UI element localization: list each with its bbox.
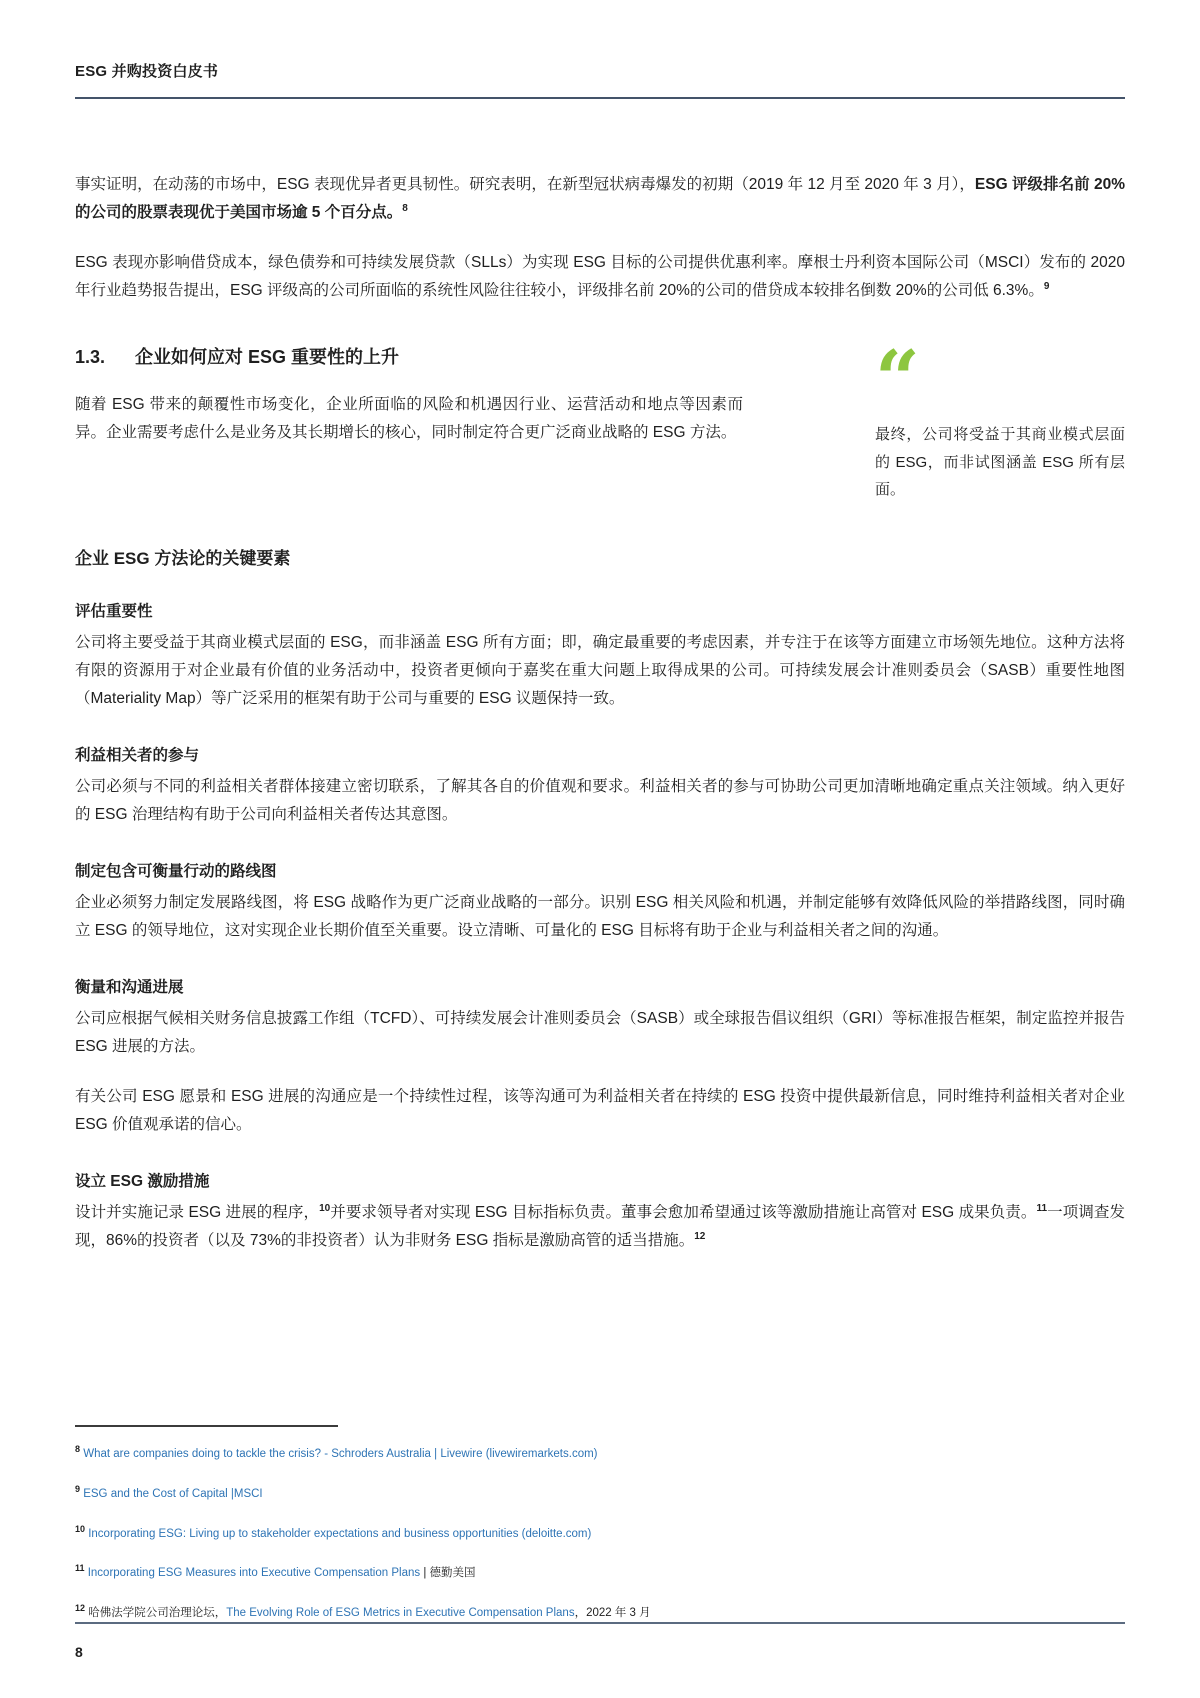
footnote-11 xyxy=(75,1560,1125,1581)
footnote-link[interactable]: The Evolving Role of ESG Metrics in Executive Compensation Plans xyxy=(226,1607,575,1620)
footer-divider xyxy=(75,1622,1125,1624)
footnote-9 xyxy=(75,1481,1125,1502)
footnote-suffix: ，2022 年 3 月 xyxy=(574,1607,651,1620)
page-footer xyxy=(75,1622,1125,1698)
footnote-ref-12: 12 xyxy=(694,1230,706,1242)
footnote-link[interactable]: ESG and the Cost of Capital |MSCI xyxy=(83,1487,263,1500)
footnote-ref-11: 11 xyxy=(1036,1202,1048,1214)
intro-paragraph-2 xyxy=(75,249,1125,305)
paragraph-materiality: 公司将主要受益于其商业模式层面的 ESG，而非涵盖 ESG 所有方面；即，确定最重要的考虑因素，并专注于在该等方面建立市场领先地位。这种方法将有限的资源用于对企业最有价值的业务活动中，投资者更倾向于嘉奖在重大问题上取得成果的公司。可持续发展会计准则委员会（SASB）重要性地图（Materiality Map）等广泛采用的框架有助于公司与重要的 ESG 议题保持一致。 xyxy=(75,633,1125,707)
footnote-ref-8: 8 xyxy=(402,202,408,214)
section-title: 企业如何应对 ESG 重要性的上升 xyxy=(135,347,400,367)
footnote-8 xyxy=(75,1441,1125,1462)
section-intro-paragraph: 随着 ESG 带来的颠覆性市场变化，企业所面临的风险和机遇因行业、运营活动和地点等因素而异。企业需要考虑什么是业务及其长期增长的核心，同时制定符合更广泛商业战略的 ESG 方法。 xyxy=(75,396,743,441)
section-number: 1.3. xyxy=(75,347,106,367)
footnote-link[interactable]: Incorporating ESG Measures into Executive Compensation Plans xyxy=(87,1567,421,1580)
footnote-ref-9: 9 xyxy=(1043,280,1050,292)
footnote-suffix: | 德勤美国 xyxy=(420,1567,476,1580)
footnote-10 xyxy=(75,1521,1125,1542)
pull-quote-text: 最终，公司将受益于其商业模式层面的 ESG，而非试图涵盖 ESG 所有层面。 xyxy=(875,426,1125,498)
header-divider xyxy=(75,97,1125,99)
quote-marks-icon: “ xyxy=(875,334,916,425)
paragraph-stakeholders: 公司必须与不同的利益相关者群体接建立密切联系，了解其各自的价值观和要求。利益相关者的参与可协助公司更加清晰地确定重点关注领域。纳入更好的 ESG 治理结构有助于公司向利益相关者传达其意图。 xyxy=(75,777,1125,823)
subheading-stakeholders: 利益相关者的参与 xyxy=(75,746,200,764)
subheading-materiality: 评估重要性 xyxy=(75,602,153,620)
paragraph-progress-1: 公司应根据气候相关财务信息披露工作组（TCFD）、可持续发展会计准则委员会（SASB）或全球报告倡议组织（GRI）等标准报告框架，制定监控并报告 ESG 进展的方法。 xyxy=(75,1009,1125,1055)
text-segment: 一项调查发现，86%的投资者（以及 73%的非投资者）认为非财务 ESG 指标是激励高管的适当措施。 xyxy=(75,1203,1125,1249)
subheading-incentives: 设立 ESG 激励措施 xyxy=(75,1172,210,1190)
page-number: 8 xyxy=(75,1644,83,1660)
text-segment: ESG 表现亦影响借贷成本，绿色债券和可持续发展贷款（SLLs）为实现 ESG 目标的公司提供优惠利率。摩根士丹利资本国际公司（MSCI）发布的 2020 年行业趋势报告提出，ESG 评级高的公司所面临的系统性风险往往较小，评级排名前 20%的公司的借贷成本较排名倒数 20%的公司低 6.3%。 xyxy=(75,254,1125,299)
footnote-12 xyxy=(75,1600,1125,1621)
footnote-link[interactable]: Incorporating ESG: Living up to stakeholder expectations and business opportunities (deloitte.com) xyxy=(88,1527,592,1540)
paragraph-progress-2: 有关公司 ESG 愿景和 ESG 进展的沟通应是一个持续性过程，该等沟通可为利益相关者在持续的 ESG 投资中提供最新信息，同时维持利益相关者对企业 ESG 价值观承诺的信心。 xyxy=(75,1087,1125,1133)
subheading-roadmap: 制定包含可衡量行动的路线图 xyxy=(75,862,277,880)
text-segment: 设计并实施记录 ESG 进展的程序， xyxy=(75,1203,320,1221)
page-header xyxy=(75,60,1125,99)
footnote-prefix: 哈佛法学院公司治理论坛， xyxy=(88,1607,227,1620)
footnote-number: 9 xyxy=(75,1483,81,1494)
text-segment: 事实证明，在动荡的市场中，ESG 表现优异者更具韧性。研究表明，在新型冠状病毒爆发的初期（2019 年 12 月至 2020 年 3 月）， xyxy=(75,176,975,193)
intro-paragraph-1 xyxy=(75,171,1125,227)
text-segment: 并要求领导者对实现 ESG 目标指标负责。董事会愈加希望通过该等激励措施让高管对 ESG 成果负责。 xyxy=(330,1203,1037,1221)
footnote-number: 12 xyxy=(75,1603,86,1614)
key-elements-heading: 企业 ESG 方法论的关键要素 xyxy=(75,548,291,568)
paragraph-incentives xyxy=(75,1199,1125,1255)
footnote-ref-10: 10 xyxy=(319,1202,331,1214)
footnote-number: 11 xyxy=(75,1563,85,1574)
pull-quote xyxy=(875,334,1125,504)
footnote-number: 8 xyxy=(75,1444,81,1454)
document-title: ESG 并购投资白皮书 xyxy=(75,63,219,80)
footnotes-divider xyxy=(75,1425,338,1427)
footnotes-block xyxy=(75,1425,1125,1640)
paragraph-roadmap: 企业必须努力制定发展路线图，将 ESG 战略作为更广泛商业战略的一部分。识别 ESG 相关风险和机遇，并制定能够有效降低风险的举措路线图，同时确立 ESG 的领导地位，这对实现企业长期价值至关重要。设立清晰、可量化的 ESG 目标将有助于企业与利益相关者之间的沟通。 xyxy=(75,893,1125,939)
bold-text-segment: ESG 评级排名前 20%的公司的股票表现优于美国市场逾 5 个百分点。 xyxy=(75,176,1125,221)
subheading-progress: 衡量和沟通进展 xyxy=(75,978,184,996)
footnote-link[interactable]: What are companies doing to tackle the crisis? - Schroders Australia | Livewire (livewiremarkets.com) xyxy=(83,1447,598,1460)
footnote-number: 10 xyxy=(75,1523,86,1534)
